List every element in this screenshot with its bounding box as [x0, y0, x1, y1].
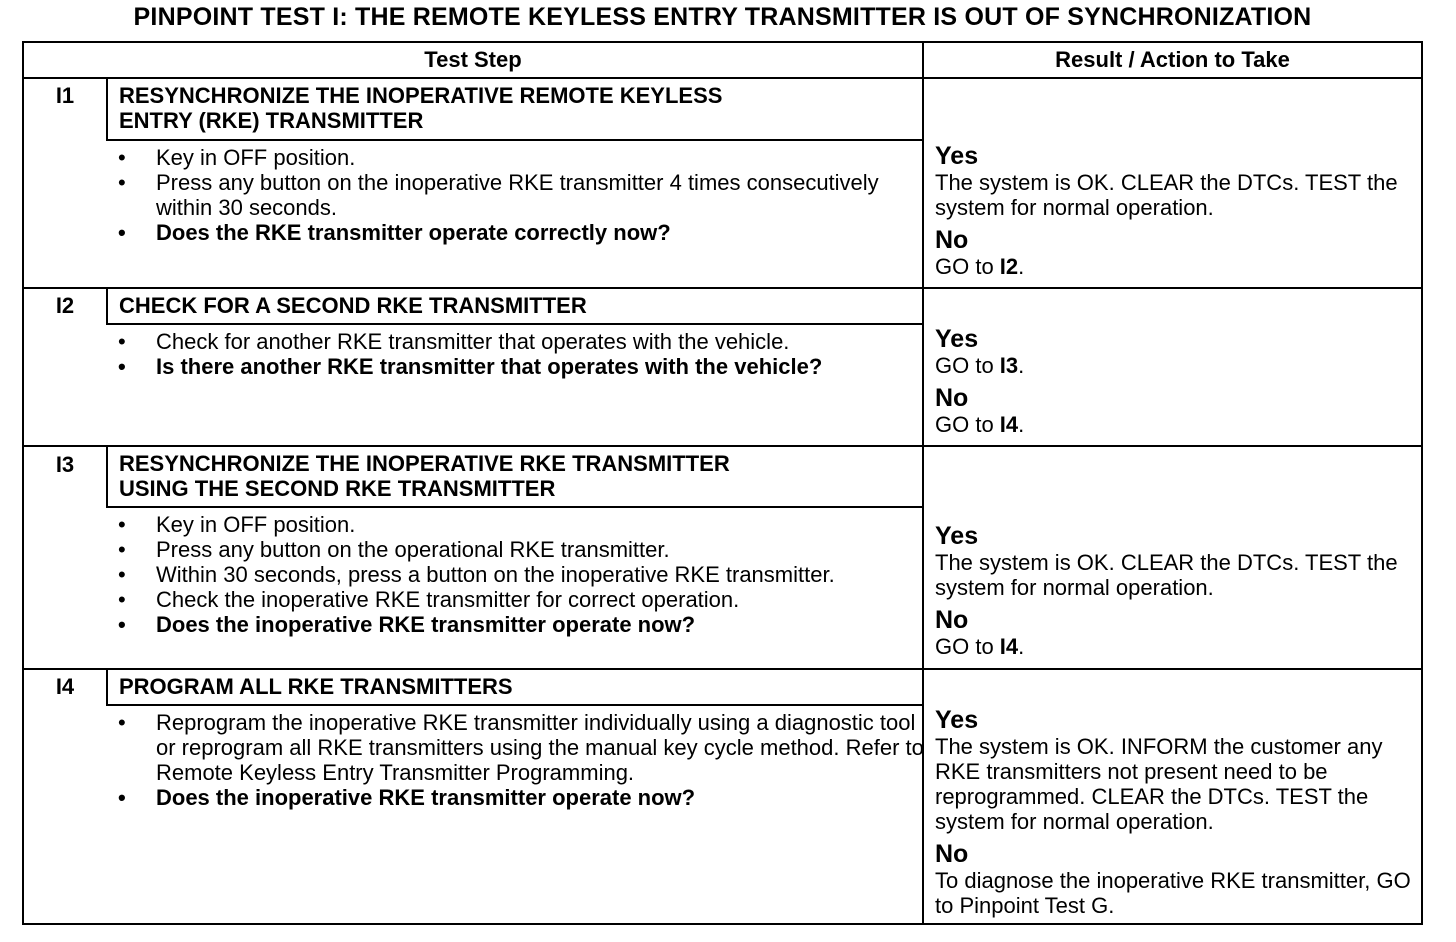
header-rule — [24, 77, 1421, 79]
step-id: I3 — [55, 452, 75, 477]
step-instructions — [114, 145, 924, 245]
id-divider-i4 — [106, 669, 108, 705]
header-test-step: Test Step — [424, 47, 522, 72]
id-divider-i1 — [106, 78, 108, 140]
no-action: GO to I4. — [935, 634, 1025, 659]
i1-heading-rule — [106, 139, 924, 141]
step-heading: RESYNCHRONIZE THE INOPERATIVE REMOTE KEYLESS ENTRY (RKE) TRANSMITTER — [119, 83, 723, 133]
no-label: No — [935, 840, 969, 868]
yes-label: Yes — [935, 142, 979, 170]
step-heading: PROGRAM ALL RKE TRANSMITTERS — [119, 674, 513, 699]
step-heading: CHECK FOR A SECOND RKE TRANSMITTER — [119, 293, 587, 318]
step-instructions — [114, 329, 924, 379]
yes-label: Yes — [935, 522, 979, 550]
i4-heading-rule — [106, 704, 924, 706]
step-id: I1 — [55, 83, 75, 108]
header-result: Result / Action to Take — [1055, 47, 1290, 72]
yes-action: The system is OK. CLEAR the DTCs. TEST the system for normal operation. — [935, 550, 1398, 600]
row-rule-i3 — [24, 668, 1421, 670]
instruction-item: • Key in OFF position. — [114, 145, 924, 170]
step-result — [935, 522, 1415, 659]
instruction-item: • Check the inoperative RKE transmitter for correct operation. — [114, 587, 924, 612]
yes-action: The system is OK. CLEAR the DTCs. TEST the system for normal operation. — [935, 170, 1398, 220]
go-to-step-link: I4 — [999, 412, 1019, 437]
step-result — [935, 706, 1415, 918]
yes-action: GO to I3. — [935, 353, 1025, 378]
no-action: GO to I2. — [935, 254, 1025, 279]
instruction-question: • Does the RKE transmitter operate correctly now? — [114, 220, 924, 245]
instruction-item: • Reprogram the inoperative RKE transmitter individually using a diagnostic tool or reprogram all RKE transmitters using the manual key cycle method. Refer to Remote Keyless Entry Transmitter Programming. — [114, 710, 924, 785]
i2-heading-rule — [106, 323, 924, 325]
step-heading: RESYNCHRONIZE THE INOPERATIVE RKE TRANSMITTER USING THE SECOND RKE TRANSMITTER — [119, 451, 730, 501]
step-id: I2 — [55, 293, 75, 318]
step-instructions — [114, 512, 924, 637]
i3-heading-rule — [106, 506, 924, 508]
no-action: GO to I4. — [935, 412, 1025, 437]
step-result — [935, 142, 1415, 279]
step-instructions — [114, 710, 924, 810]
yes-action: The system is OK. INFORM the customer any RKE transmitters not present need to be reprogrammed. CLEAR the DTCs. TEST the system for normal operation. — [935, 734, 1383, 834]
step-id: I4 — [55, 674, 75, 699]
instruction-question: • Does the inoperative RKE transmitter operate now? — [114, 785, 924, 810]
yes-label: Yes — [935, 325, 979, 353]
row-rule-i1 — [24, 287, 1421, 289]
instruction-item: • Press any button on the operational RKE transmitter. — [114, 537, 924, 562]
id-divider-i3 — [106, 447, 108, 507]
row-rule-i2 — [24, 445, 1421, 447]
go-to-step-link: I3 — [999, 353, 1019, 378]
no-action: To diagnose the inoperative RKE transmitter, GO to Pinpoint Test G. — [935, 868, 1411, 918]
instruction-item: • Key in OFF position. — [114, 512, 924, 537]
step-result — [935, 325, 1415, 437]
pinpoint-test-table — [22, 41, 1423, 925]
id-divider-i2 — [106, 288, 108, 324]
no-label: No — [935, 226, 969, 254]
no-label: No — [935, 384, 969, 412]
page-title: PINPOINT TEST I: THE REMOTE KEYLESS ENTRY TRANSMITTER IS OUT OF SYNCHRONIZATION — [133, 3, 1312, 31]
instruction-item: • Press any button on the inoperative RKE transmitter 4 times consecutively within 30 seconds. — [114, 170, 924, 220]
go-to-step-link: I4 — [999, 634, 1019, 659]
instruction-item: • Within 30 seconds, press a button on the inoperative RKE transmitter. — [114, 562, 924, 587]
instruction-question: • Does the inoperative RKE transmitter operate now? — [114, 612, 924, 637]
yes-label: Yes — [935, 706, 979, 734]
no-label: No — [935, 606, 969, 634]
instruction-question: • Is there another RKE transmitter that operates with the vehicle? — [114, 354, 924, 379]
instruction-item: • Check for another RKE transmitter that operates with the vehicle. — [114, 329, 924, 354]
go-to-step-link: I2 — [999, 254, 1019, 279]
